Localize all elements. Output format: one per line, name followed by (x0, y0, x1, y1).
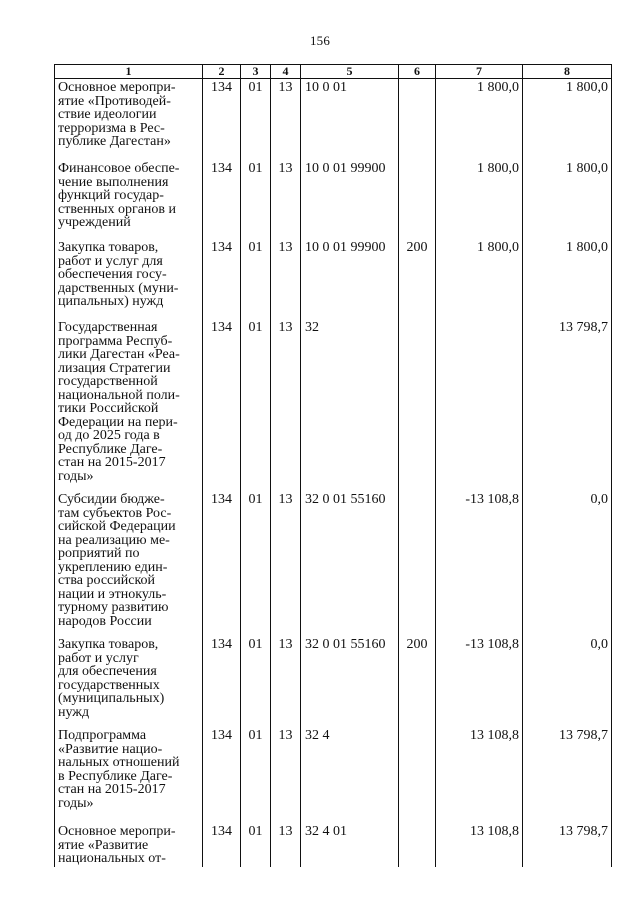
name-line: нации и этнокуль- (58, 586, 167, 602)
name-line: роприятий по (58, 546, 140, 561)
csr-cell: 32 0 01 55160 (301, 491, 399, 636)
name-line: публике Дагестан» (58, 134, 171, 149)
pr-cell: 13 (271, 636, 301, 727)
name-line: народов России (58, 613, 152, 629)
name-line: «Развитие нацио- (58, 741, 163, 757)
rz-cell: 01 (241, 823, 271, 867)
name-line: обеспечения госу- (58, 267, 167, 282)
csr-cell: 10 0 01 (301, 79, 399, 161)
column-header-5: 5 (301, 65, 399, 79)
vr-cell (399, 319, 436, 491)
row-name-cell (55, 491, 203, 636)
table-row (55, 319, 612, 491)
rz-cell: 01 (241, 636, 271, 727)
table-header-row (55, 65, 612, 79)
pr-cell: 13 (271, 239, 301, 319)
gr-cell: 134 (203, 491, 241, 636)
csr-cell: 32 0 01 55160 (301, 636, 399, 727)
name-line: государственной (58, 374, 158, 389)
name-line: лизация Стратегии (58, 360, 171, 376)
name-line: укреплению един- (58, 559, 168, 575)
name-line: Федерации на пери- (58, 414, 178, 430)
name-line: работ и услуг (58, 650, 139, 666)
name-line: Республике Даге- (58, 441, 163, 457)
name-line: национальной поли- (58, 387, 180, 403)
table-row (55, 636, 612, 727)
change-cell: -13 108,8 (436, 636, 523, 727)
name-line: на реализацию ме- (58, 532, 170, 548)
total-cell: 0,0 (523, 491, 612, 636)
name-line: дарственных (муни- (58, 280, 179, 296)
rz-cell: 01 (241, 319, 271, 491)
name-line: ципальных) нужд (58, 294, 164, 309)
name-line: национальных от- (58, 851, 166, 866)
csr-cell: 32 4 01 (301, 823, 399, 867)
change-cell: -13 108,8 (436, 491, 523, 636)
total-cell: 0,0 (523, 636, 612, 727)
vr-cell: 200 (399, 636, 436, 727)
gr-cell: 134 (203, 823, 241, 867)
name-line: для обеспечения (58, 664, 157, 679)
vr-cell: 200 (399, 239, 436, 319)
csr-cell: 10 0 01 99900 (301, 160, 399, 239)
row-name-cell (55, 319, 203, 491)
name-line: (муниципальных) (58, 691, 165, 706)
total-cell: 13 798,7 (523, 319, 612, 491)
pr-cell: 13 (271, 491, 301, 636)
change-cell (436, 319, 523, 491)
column-header-3: 3 (241, 65, 271, 79)
pr-cell: 13 (271, 160, 301, 239)
name-line: Подпрограмма (58, 728, 147, 743)
name-line: ства российской (58, 573, 156, 588)
gr-cell: 134 (203, 160, 241, 239)
name-line: ятие «Развитие (58, 837, 149, 853)
pr-cell: 13 (271, 823, 301, 867)
name-line: программа Респуб- (58, 333, 173, 349)
rz-cell: 01 (241, 79, 271, 161)
total-cell: 1 800,0 (523, 239, 612, 319)
budget-table (54, 64, 612, 867)
name-line: там субъектов Рос- (58, 505, 172, 521)
vr-cell (399, 160, 436, 239)
name-line: Закупка товаров, (58, 637, 159, 652)
rz-cell: 01 (241, 239, 271, 319)
name-line: работ и услуг для (58, 253, 163, 269)
rz-cell: 01 (241, 160, 271, 239)
name-line: чение выполнения (58, 174, 169, 190)
pr-cell: 13 (271, 727, 301, 823)
name-line: од до 2025 года в (58, 428, 160, 443)
row-name-cell (55, 636, 203, 727)
row-name-cell (55, 239, 203, 319)
table-row (55, 160, 612, 239)
vr-cell (399, 823, 436, 867)
name-line: функций государ- (58, 188, 164, 203)
name-line: лики Дагестан «Реа- (58, 347, 180, 362)
name-line: ятие «Противодей- (58, 93, 171, 109)
name-line: государственных (58, 677, 160, 693)
gr-cell: 134 (203, 727, 241, 823)
vr-cell (399, 727, 436, 823)
rz-cell: 01 (241, 727, 271, 823)
total-cell: 1 800,0 (523, 160, 612, 239)
total-cell: 1 800,0 (523, 79, 612, 161)
row-name-cell (55, 823, 203, 867)
page-number: 156 (309, 33, 331, 48)
column-header-8: 8 (523, 65, 612, 79)
name-line: ствие идеологии (58, 107, 157, 122)
table-row (55, 727, 612, 823)
gr-cell: 134 (203, 239, 241, 319)
change-cell: 1 800,0 (436, 160, 523, 239)
column-header-6: 6 (399, 65, 436, 79)
change-cell: 13 108,8 (436, 823, 523, 867)
name-line: сийской Федерации (58, 519, 176, 534)
name-line: турному развитию (58, 600, 169, 615)
gr-cell: 134 (203, 79, 241, 161)
name-line: тики Российской (58, 401, 159, 416)
name-line: годы» (58, 795, 94, 811)
table-row (55, 239, 612, 319)
table-row (55, 79, 612, 161)
pr-cell: 13 (271, 319, 301, 491)
pr-cell: 13 (271, 79, 301, 161)
change-cell: 13 108,8 (436, 727, 523, 823)
row-name-cell (55, 727, 203, 823)
table-row (55, 823, 612, 867)
column-header-4: 4 (271, 65, 301, 79)
name-line: стан на 2015-2017 (58, 455, 166, 470)
csr-cell: 32 4 (301, 727, 399, 823)
row-name-cell (55, 79, 203, 161)
total-cell: 13 798,7 (523, 727, 612, 823)
csr-cell: 32 (301, 319, 399, 491)
name-line: нужд (58, 704, 90, 720)
rz-cell: 01 (241, 491, 271, 636)
name-line: Закупка товаров, (58, 240, 159, 255)
vr-cell (399, 491, 436, 636)
total-cell: 13 798,7 (523, 823, 612, 867)
name-line: Основное меропри- (58, 80, 176, 95)
name-line: терроризма в Рес- (58, 120, 165, 136)
gr-cell: 134 (203, 319, 241, 491)
name-line: в Республике Даге- (58, 768, 173, 784)
name-line: учреждений (58, 215, 131, 230)
change-cell: 1 800,0 (436, 79, 523, 161)
column-header-7: 7 (436, 65, 523, 79)
change-cell: 1 800,0 (436, 239, 523, 319)
name-line: стан на 2015-2017 (58, 782, 166, 797)
name-line: Финансовое обеспе- (58, 161, 180, 176)
name-line: годы» (58, 468, 94, 484)
column-header-1: 1 (55, 65, 203, 79)
name-line: нальных отношений (58, 755, 180, 770)
name-line: ственных органов и (58, 201, 177, 217)
column-header-2: 2 (203, 65, 241, 79)
vr-cell (399, 79, 436, 161)
csr-cell: 10 0 01 99900 (301, 239, 399, 319)
name-line: Субсидии бюдже- (58, 492, 165, 507)
table-row (55, 491, 612, 636)
row-name-cell (55, 160, 203, 239)
name-line: Государственная (58, 320, 158, 335)
name-line: Основное меропри- (58, 824, 176, 839)
gr-cell: 134 (203, 636, 241, 727)
